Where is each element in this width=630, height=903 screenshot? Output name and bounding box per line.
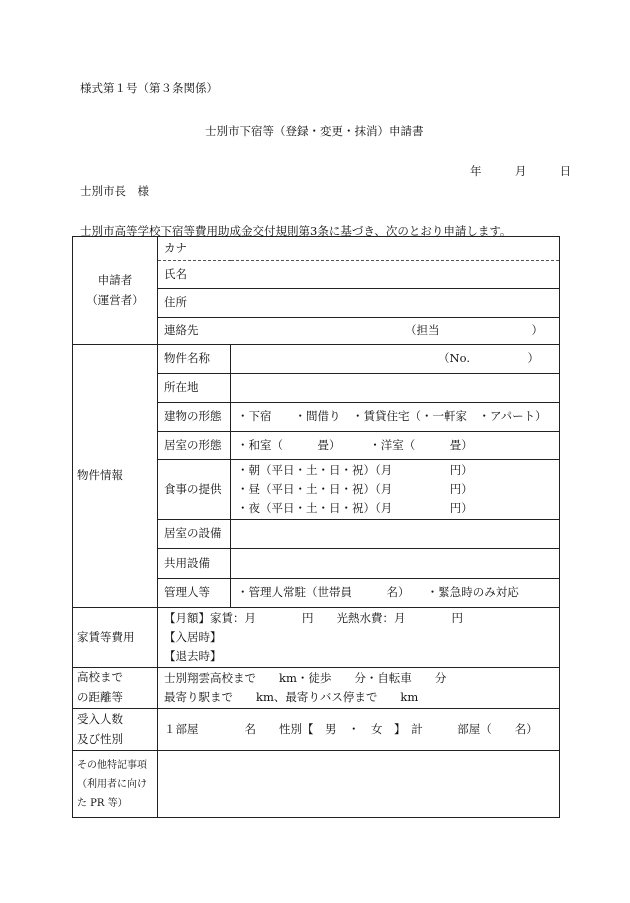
form-number: 様式第１号（第３条関係） (80, 81, 218, 95)
room-equipment-label: 居室の設備 (158, 520, 231, 549)
room-equipment-field[interactable] (231, 520, 560, 549)
property-number-note: （No. ） (438, 351, 539, 366)
distance-school-line: 士別翔雲高校まで km・徒歩 分・自転車 分 (164, 671, 447, 685)
date-line (470, 163, 571, 179)
meals-label: 食事の提供 (158, 460, 231, 520)
addressee: 士別市長 様 (80, 184, 149, 198)
capacity-label-line1: 受入人数 (77, 711, 123, 726)
property-info-label: 物件情報 (77, 468, 123, 483)
costs-section-header (73, 608, 158, 668)
applicant-section-header (73, 237, 158, 345)
manager-label: 管理人等 (158, 579, 231, 608)
shared-equipment-field[interactable] (231, 549, 560, 579)
contact-field[interactable] (158, 318, 560, 345)
location-field[interactable] (231, 374, 560, 403)
meal-dinner: ・夜（平日・土・日・祝）（月 円） (237, 501, 473, 515)
other-label-line3: た PR 等） (77, 797, 128, 809)
costs-label: 家賃等費用 (77, 629, 135, 644)
building-type-label: 建物の形態 (158, 403, 231, 432)
move-out-cost-line: 【退去時】 (164, 649, 222, 663)
distance-label-line2: の距離等 (77, 690, 123, 704)
meals-options[interactable] (231, 460, 560, 520)
room-type-options[interactable]: ・和室（ 畳） ・洋室（ 畳） (231, 432, 560, 460)
contact-label: 連絡先 (164, 323, 199, 338)
costs-field[interactable] (158, 608, 560, 668)
move-in-cost-line: 【入居時】 (164, 630, 222, 644)
property-section-header (73, 345, 158, 608)
date-month: 月 (514, 164, 527, 178)
distance-field[interactable] (158, 668, 560, 709)
contact-person-note: （担当 ） (405, 323, 543, 338)
meal-breakfast: ・朝（平日・土・日・祝）（月 円） (237, 463, 473, 477)
other-label-line2: （利用者に向け (77, 778, 147, 790)
capacity-section-header (73, 709, 158, 751)
address-field[interactable] (158, 289, 560, 318)
capacity-field[interactable]: １部屋 名 性別【 男 ・ 女 】 計 部屋（ 名） (158, 709, 560, 751)
meal-lunch: ・昼（平日・土・日・祝）（月 円） (237, 482, 473, 496)
other-section-header (73, 751, 158, 818)
document-title: 士別市下宿等（登録・変更・抹消）申請書 (205, 124, 424, 138)
capacity-label-line2: 及び性別 (77, 731, 123, 746)
distance-label-line1: 高校まで (77, 670, 123, 685)
application-form-table (72, 236, 560, 818)
distance-station-line: 最寄り駅まで km、最寄りバス停まで km (164, 690, 419, 704)
applicant-label: 申請者 (97, 272, 133, 287)
date-day: 日 (559, 164, 572, 178)
location-label: 所在地 (158, 374, 231, 403)
other-label-line1: その他特記事項 (77, 759, 147, 771)
date-year: 年 (470, 164, 482, 178)
intro-text: 士別市高等学校下宿等費用助成金交付規則第3条に基づき、次のとおり申請します。 (80, 224, 512, 238)
property-name-label: 物件名称 (158, 345, 231, 374)
property-name-field[interactable] (231, 345, 560, 374)
kana-label: カナ (164, 240, 187, 255)
kana-field[interactable] (158, 237, 560, 261)
manager-options[interactable]: ・管理人常駐（世帯員 名） ・緊急時のみ対応 (231, 579, 560, 608)
other-notes-field[interactable] (158, 751, 560, 818)
monthly-cost-line: 【月額】家賃：月 円 光熱水費：月 円 (164, 611, 463, 625)
name-label: 氏名 (164, 266, 187, 281)
room-type-label: 居室の形態 (158, 432, 231, 460)
building-type-options[interactable]: ・下宿 ・間借り ・賃貸住宅（・一軒家 ・アパート） (231, 403, 560, 432)
shared-equipment-label: 共用設備 (158, 549, 231, 579)
address-label: 住所 (164, 295, 187, 310)
name-field[interactable] (158, 261, 560, 289)
operator-label: （運営者） (86, 292, 144, 307)
distance-section-header (73, 668, 158, 709)
